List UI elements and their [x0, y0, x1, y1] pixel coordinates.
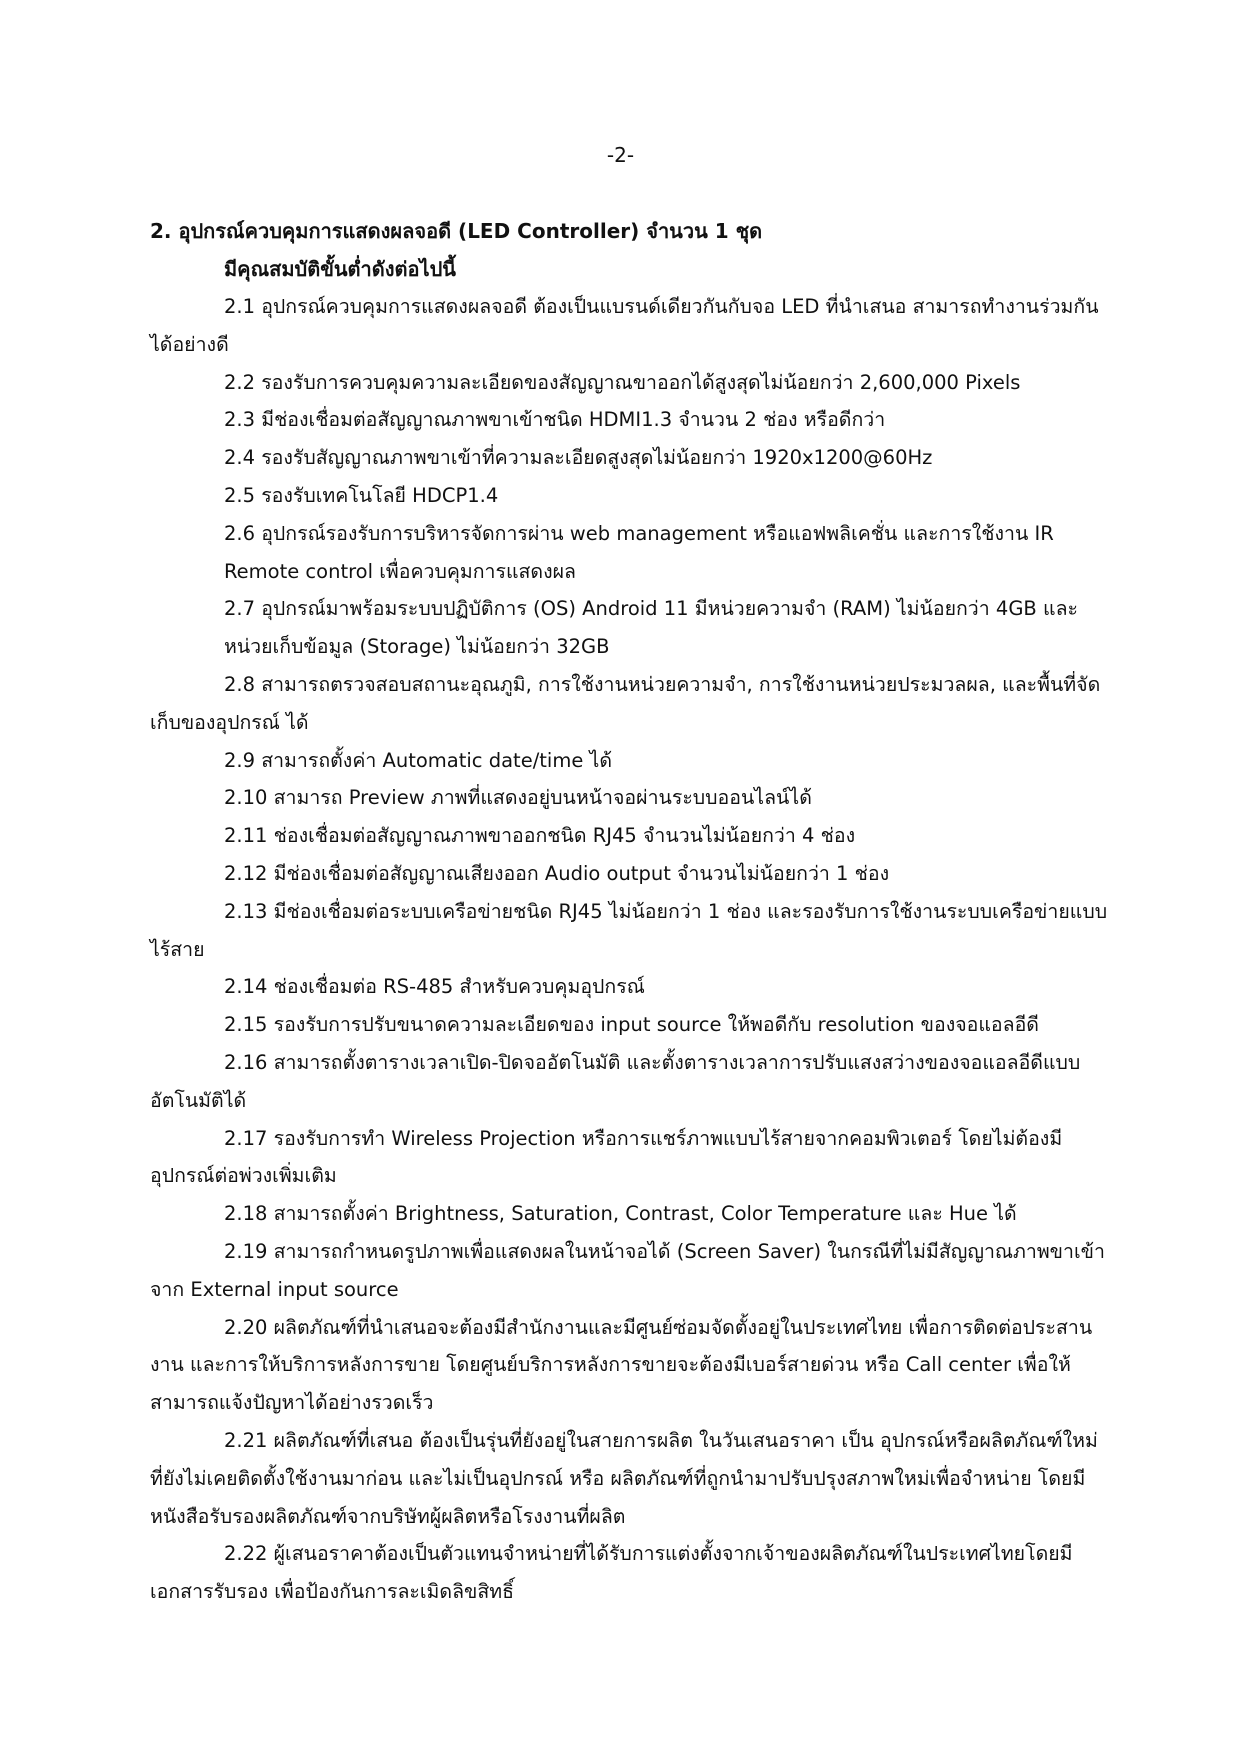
- spec-item: 2.8 สามารถตรวจสอบสถานะอุณภูมิ, การใช้งานหน่วยความจำ, การใช้งานหน่วยประมวลผล, และพื้นที่จัดเก็บของอุปกรณ์ ได้: [150, 672, 1101, 734]
- spec-item: 2.2 รองรับการควบคุมความละเอียดของสัญญาณขาออกได้สูงสุดไม่น้อยกว่า 2,600,000 Pixels: [224, 370, 1021, 394]
- spec-item: 2.13 มีช่องเชื่อมต่อระบบเครือข่ายชนิด RJ45 ไม่น้อยกว่า 1 ช่อง และรองรับการใช้งานระบบเครือข่ายแบบไร้สาย: [150, 899, 1108, 961]
- spec-item: 2.19 สามารถกำหนดรูปภาพเพื่อแสดงผลในหน้าจอได้ (Screen Saver) ในกรณีที่ไม่มีสัญญาณภาพขาเข้าจาก External input source: [150, 1239, 1105, 1301]
- spec-item: 2.10 สามารถ Preview ภาพที่แสดงอยู่บนหน้าจอผ่านระบบออนไลน์ได้: [224, 786, 812, 810]
- spec-item: 2.22 ผู้เสนอราคาต้องเป็นตัวแทนจำหน่ายที่ได้รับการแต่งตั้งจากเจ้าของผลิตภัณฑ์ในประเทศไทยโดยมีเอกสารรับรอง เพื่อป้องกันการละเมิดลิขสิทธิ์: [150, 1542, 1073, 1604]
- section-subtitle: มีคุณสมบัติขั้นต่ำดังต่อไปนี้: [224, 257, 456, 281]
- spec-item: 2.18 สามารถตั้งค่า Brightness, Saturation, Contrast, Color Temperature และ Hue ได้: [224, 1202, 1017, 1226]
- spec-item: 2.15 รองรับการปรับขนาดความละเอียดของ input source ให้พอดีกับ resolution ของจอแอลอีดี: [224, 1013, 1039, 1037]
- spec-item: 2.4 รองรับสัญญาณภาพขาเข้าที่ความละเอียดสูงสุดไม่น้อยกว่า 1920x1200@60Hz: [224, 446, 933, 470]
- spec-item: 2.3 มีช่องเชื่อมต่อสัญญาณภาพขาเข้าชนิด HDMI1.3 จำนวน 2 ช่อง หรือดีกว่า: [224, 408, 886, 432]
- spec-item: 2.12 มีช่องเชื่อมต่อสัญญาณเสียงออก Audio output จำนวนไม่น้อยกว่า 1 ช่อง: [224, 861, 890, 885]
- spec-item: 2.7 อุปกรณ์มาพร้อมระบบปฏิบัติการ (OS) Android 11 มีหน่วยความจำ (RAM) ไม่น้อยกว่า 4GB และหน่วยเก็บข้อมูล (Storage) ไม่น้อยกว่า 32GB: [224, 597, 1078, 659]
- spec-item: 2.1 อุปกรณ์ควบคุมการแสดงผลจอดี ต้องเป็นแบรนด์เดียวกันกับจอ LED ที่นำเสนอ สามารถทำงานร่วมกันได้อย่างดี: [150, 295, 1099, 356]
- spec-item: 2.17 รองรับการทำ Wireless Projection หรือการแชร์ภาพแบบไร้สายจากคอมพิวเตอร์ โดยไม่ต้องมีอุปกรณ์ต่อพ่วงเพิ่มเติม: [150, 1126, 1063, 1188]
- spec-item: 2.11 ช่องเชื่อมต่อสัญญาณภาพขาออกชนิด RJ45 จำนวนไม่น้อยกว่า 4 ช่อง: [224, 824, 856, 848]
- spec-item: 2.16 สามารถตั้งตารางเวลาเปิด-ปิดจออัตโนมัติ และตั้งตารางเวลาการปรับแสงสว่างของจอแอลอีดีแบบอัตโนมัติได้: [150, 1050, 1081, 1112]
- page-number: -2-: [606, 143, 635, 167]
- section-title: 2. อุปกรณ์ควบคุมการแสดงผลจอดี (LED Controller) จำนวน 1 ชุด: [150, 219, 763, 243]
- spec-item: 2.20 ผลิตภัณฑ์ที่นำเสนอจะต้องมีสำนักงานและมีศูนย์ซ่อมจัดตั้งอยู่ในประเทศไทย เพื่อการติดต่อประสานงาน และการให้บริการหลังการขาย โดยศูนย์บริการหลังการขายจะต้องมีเบอร์สายด่วน หรือ Call center เพื่อให้สามารถแจ้งปัญหาได้อย่างรวดเร็ว: [150, 1315, 1093, 1415]
- spec-item: 2.5 รองรับเทคโนโลยี HDCP1.4: [224, 483, 499, 507]
- spec-list: [150, 288, 1110, 1611]
- spec-item: 2.9 สามารถตั้งค่า Automatic date/time ได้: [224, 748, 612, 772]
- spec-item: 2.6 อุปกรณ์รองรับการบริหารจัดการผ่าน web management หรือแอฟพลิเคชั่น และการใช้งาน IR Remote control เพื่อควบคุมการแสดงผล: [224, 521, 1054, 583]
- spec-item: 2.14 ช่องเชื่อมต่อ RS-485 สำหรับควบคุมอุปกรณ์: [224, 975, 645, 999]
- section-heading: [150, 212, 1110, 288]
- spec-item: 2.21 ผลิตภัณฑ์ที่เสนอ ต้องเป็นรุ่นที่ยังอยู่ในสายการผลิต ในวันเสนอราคา เป็น อุปกรณ์หรือผลิตภัณฑ์ใหม่ที่ยังไม่เคยติดตั้งใช้งานมาก่อน และไม่เป็นอุปกรณ์ หรือ ผลิตภัณฑ์ที่ถูกนำมาปรับปรุงสภาพใหม่เพื่อจำหน่าย โดยมีหนังสือรับรองผลิตภัณฑ์จากบริษัทผู้ผลิตหรือโรงงานที่ผลิต: [150, 1428, 1098, 1528]
